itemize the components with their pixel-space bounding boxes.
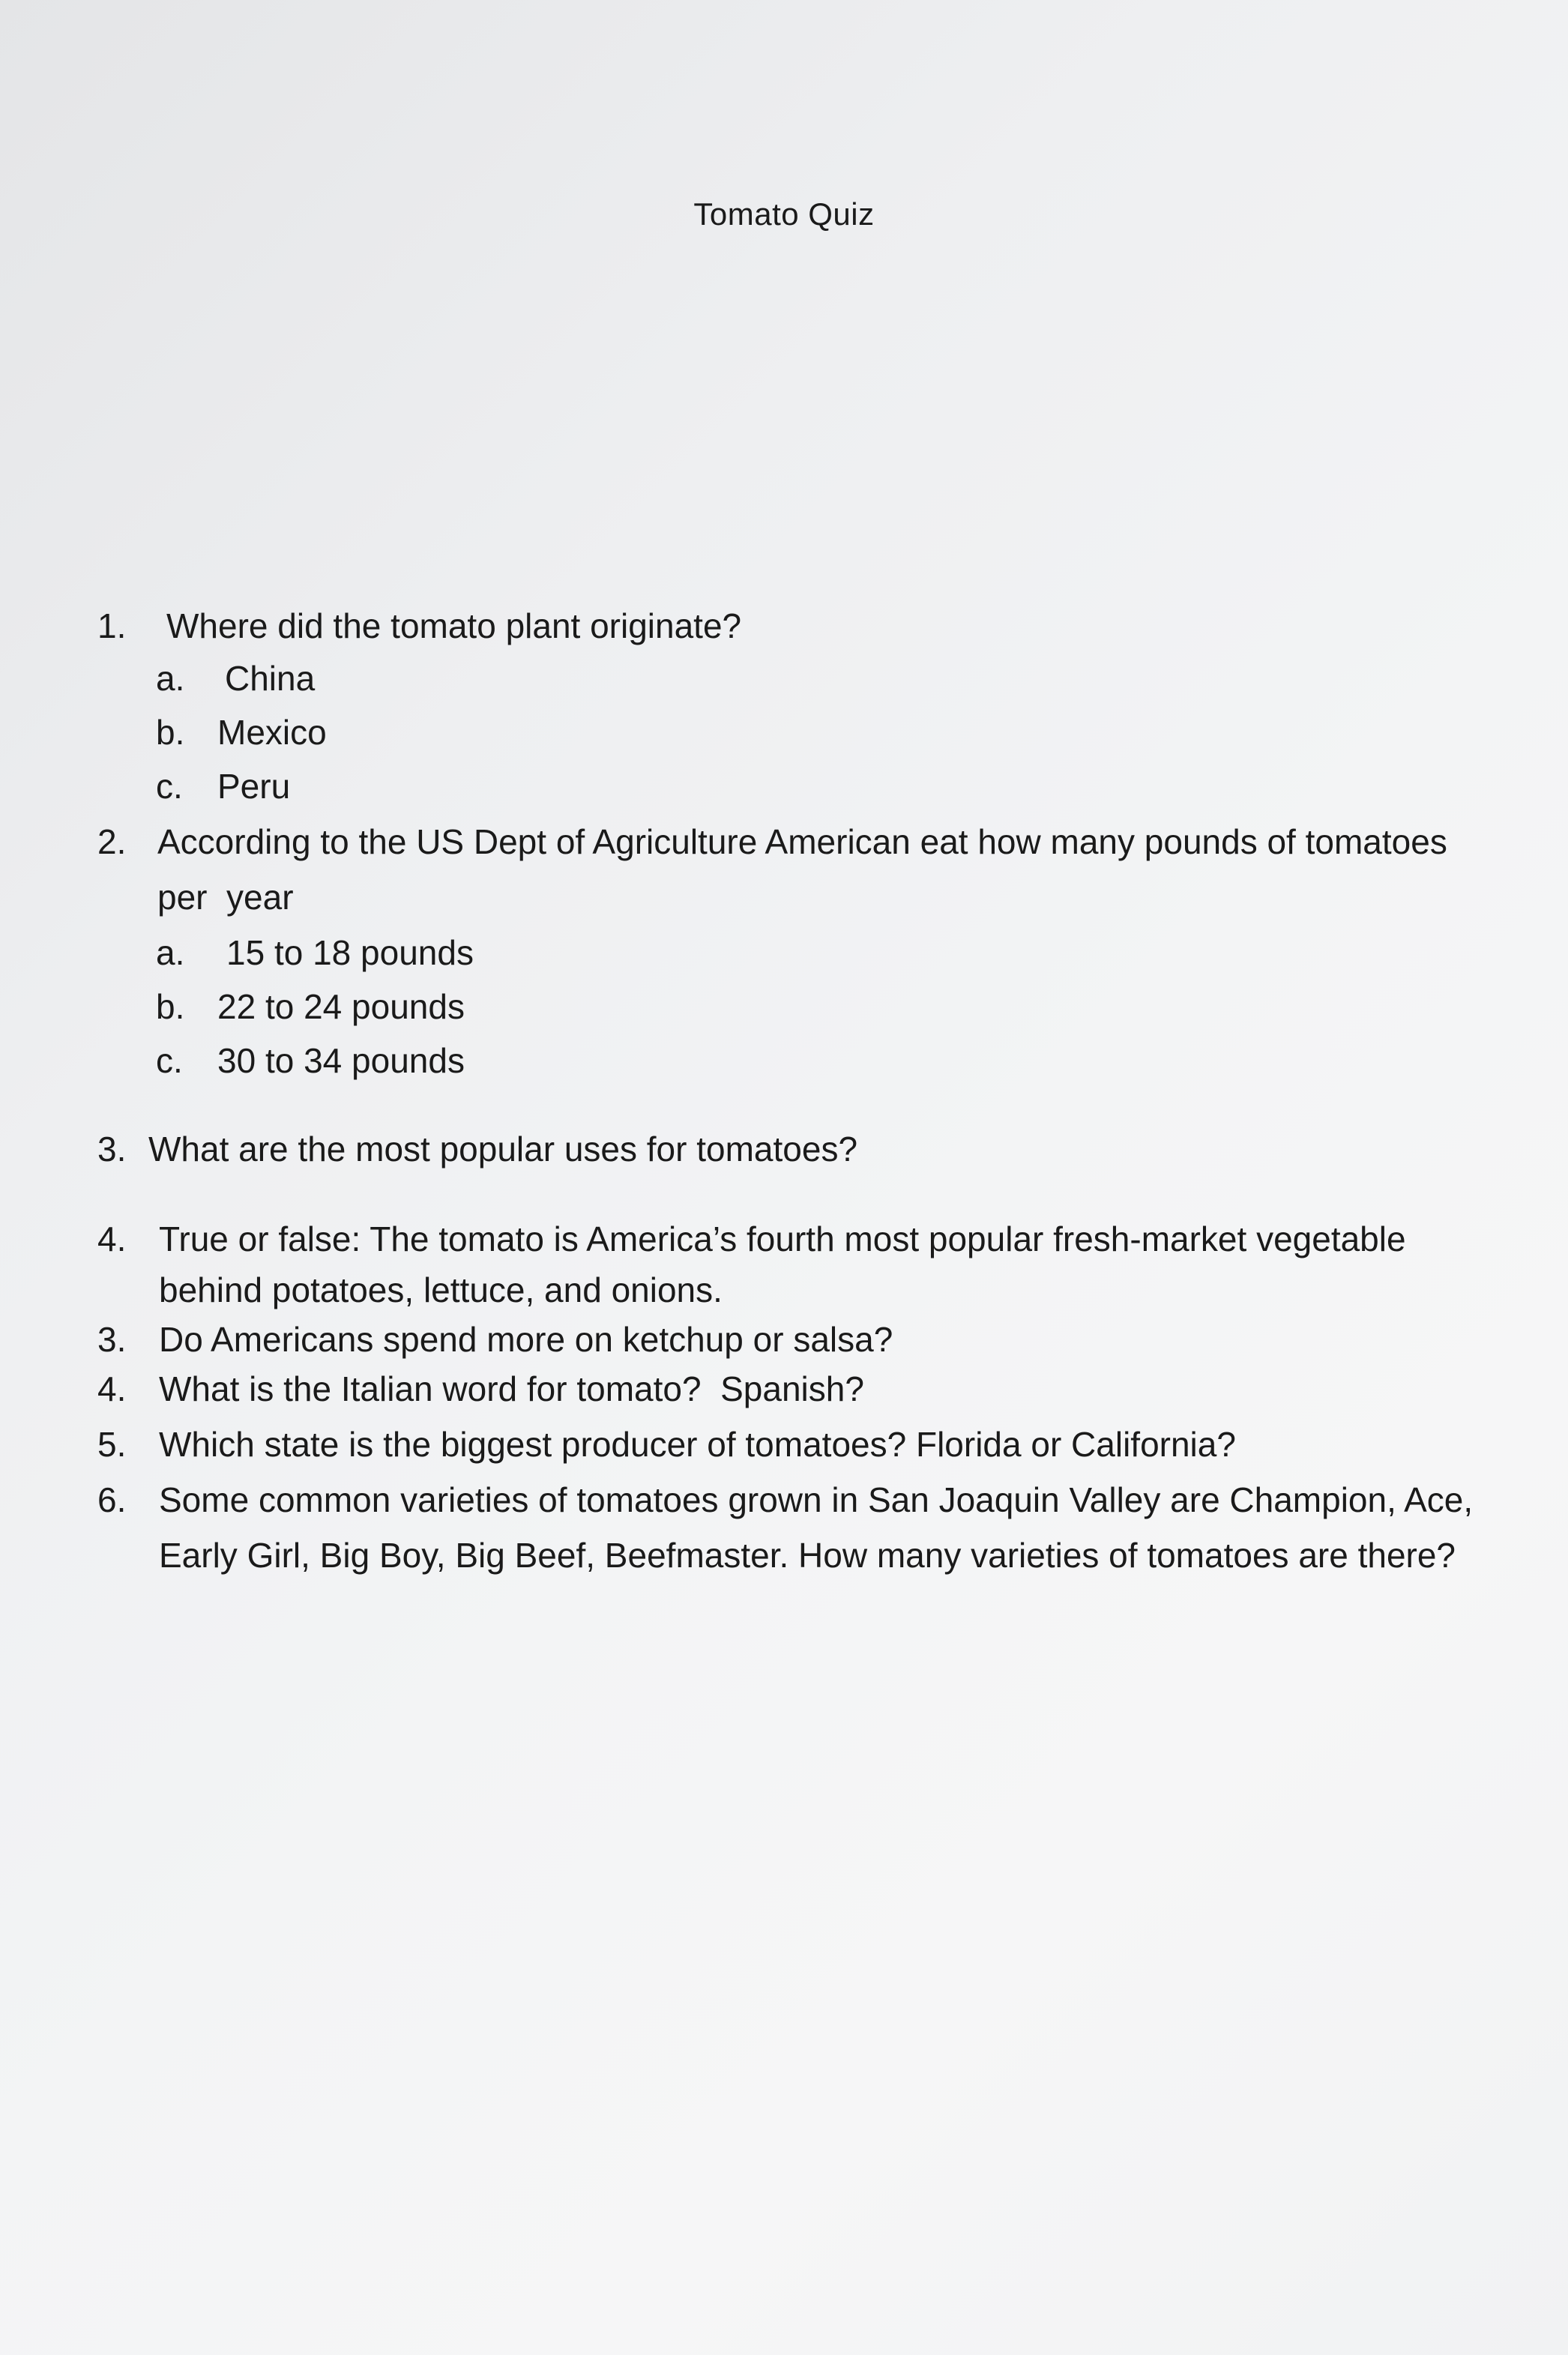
- option-text: Mexico: [217, 713, 327, 752]
- question-text: Early Girl, Big Boy, Big Beef, Beefmaster. How many varieties of tomatoes are there?: [159, 1536, 1456, 1575]
- option-text: China: [225, 659, 316, 698]
- page-title: Tomato Quiz: [693, 196, 875, 232]
- question-text: True or false: The tomato is America’s fourth most popular fresh-market vegetable: [159, 1219, 1406, 1258]
- question-text: According to the US Dept of Agriculture American eat how many pounds of tomatoes: [157, 822, 1447, 861]
- question-text: Some common varieties of tomatoes grown in San Joaquin Valley are Champion, Ace,: [159, 1480, 1474, 1519]
- option-letter: b.: [156, 713, 185, 752]
- question-text: What are the most popular uses for tomatoes?: [148, 1130, 858, 1169]
- question-number: 6.: [97, 1480, 127, 1519]
- question-text: Do Americans spend more on ketchup or salsa?: [159, 1320, 893, 1359]
- question-number: 3.: [97, 1130, 127, 1169]
- option-text: Peru: [217, 767, 291, 806]
- question-number: 2.: [97, 822, 127, 861]
- question-text: per year: [157, 878, 294, 917]
- question-number: 5.: [97, 1425, 127, 1464]
- option-letter: c.: [156, 1041, 183, 1080]
- question-number: 4.: [97, 1219, 127, 1258]
- option-text: 30 to 34 pounds: [217, 1041, 465, 1080]
- question-text: behind potatoes, lettuce, and onions.: [159, 1270, 723, 1309]
- question-text: What is the Italian word for tomato? Spanish?: [159, 1369, 864, 1408]
- option-letter: b.: [156, 987, 185, 1026]
- option-letter: c.: [156, 767, 183, 806]
- option-text: 15 to 18 pounds: [226, 933, 474, 972]
- option-letter: a.: [156, 659, 185, 698]
- question-number: 1.: [97, 606, 127, 645]
- option-letter: a.: [156, 933, 185, 972]
- question-text: Which state is the biggest producer of tomatoes? Florida or California?: [159, 1425, 1236, 1464]
- question-text: Where did the tomato plant originate?: [166, 606, 742, 645]
- option-text: 22 to 24 pounds: [217, 987, 465, 1026]
- question-number: 4.: [97, 1369, 127, 1408]
- question-number: 3.: [97, 1320, 127, 1359]
